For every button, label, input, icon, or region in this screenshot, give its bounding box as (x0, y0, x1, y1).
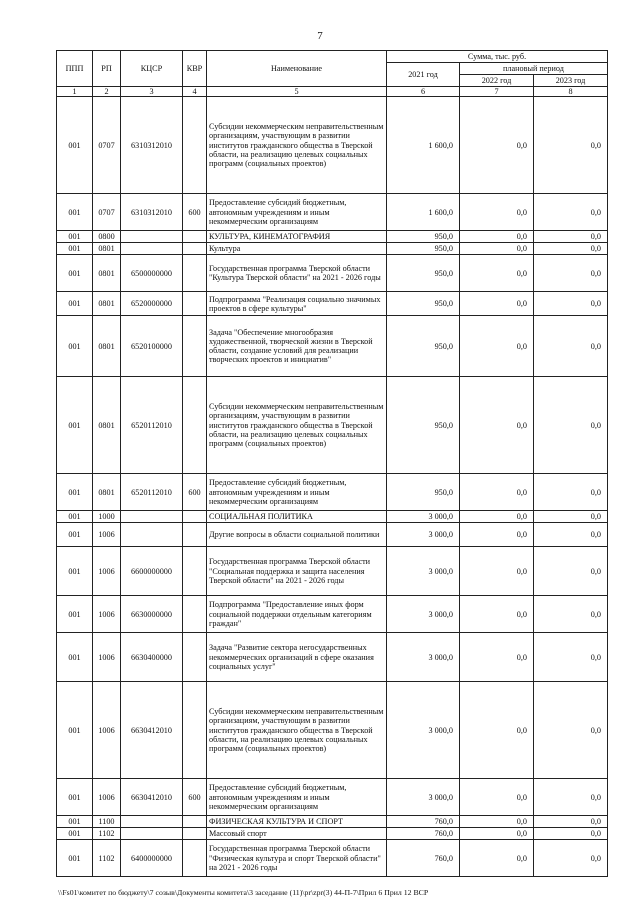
cell-rp: 0801 (93, 377, 121, 474)
table-row (57, 316, 608, 377)
cell-y2021: 3 000,0 (387, 596, 460, 633)
cell-y2021: 3 000,0 (387, 547, 460, 596)
cell-kcsr: 6600000000 (121, 547, 183, 596)
cell-y2022: 0,0 (460, 547, 534, 596)
cell-y2021: 950,0 (387, 292, 460, 316)
cell-rp: 1006 (93, 523, 121, 547)
cell-y2023: 0,0 (534, 840, 608, 877)
cell-ppp: 001 (57, 97, 93, 194)
table-row (57, 97, 608, 194)
cell-ppp: 001 (57, 779, 93, 816)
cell-ppp: 001 (57, 633, 93, 682)
cell-kcsr: 6630412010 (121, 682, 183, 779)
cell-y2021: 950,0 (387, 255, 460, 292)
cell-name: Подпрограмма "Реализация социально значимых проектов в сфере культуры" (207, 292, 387, 316)
cell-y2021: 760,0 (387, 840, 460, 877)
cell-name: Другие вопросы в области социальной политики (207, 523, 387, 547)
cell-y2021: 1 600,0 (387, 194, 460, 231)
column-number: 6 (387, 87, 460, 97)
cell-y2022: 0,0 (460, 474, 534, 511)
cell-ppp: 001 (57, 231, 93, 243)
cell-y2023: 0,0 (534, 682, 608, 779)
cell-y2021: 950,0 (387, 316, 460, 377)
cell-kcsr (121, 523, 183, 547)
cell-y2021: 760,0 (387, 828, 460, 840)
cell-kcsr: 6400000000 (121, 840, 183, 877)
cell-ppp: 001 (57, 292, 93, 316)
header-ppp: ППП (57, 51, 93, 87)
cell-kcsr: 6520000000 (121, 292, 183, 316)
header-name: Наименование (207, 51, 387, 87)
cell-name: Задача "Развитие сектора негосударственных некоммерческих организаций в сфере оказания социальных услуг" (207, 633, 387, 682)
cell-name: ФИЗИЧЕСКАЯ КУЛЬТУРА И СПОРТ (207, 816, 387, 828)
cell-y2022: 0,0 (460, 840, 534, 877)
cell-kvr (183, 547, 207, 596)
file-path-footer: \\Fs01\комитет по бюджету\7 созыв\Документы комитета\3 заседание (11)\pr\zpr(3) 44-П-7\Прил 6 Прил 12 ВСР (58, 888, 429, 897)
cell-rp: 0707 (93, 97, 121, 194)
cell-y2023: 0,0 (534, 828, 608, 840)
cell-kcsr: 6520112010 (121, 474, 183, 511)
header-kcsr: КЦСР (121, 51, 183, 87)
cell-ppp: 001 (57, 547, 93, 596)
cell-kvr: 600 (183, 474, 207, 511)
cell-y2023: 0,0 (534, 316, 608, 377)
table-row (57, 292, 608, 316)
cell-kcsr (121, 511, 183, 523)
cell-rp: 1006 (93, 779, 121, 816)
cell-ppp: 001 (57, 474, 93, 511)
cell-y2022: 0,0 (460, 523, 534, 547)
cell-y2021: 950,0 (387, 243, 460, 255)
cell-ppp: 001 (57, 377, 93, 474)
cell-rp: 1006 (93, 596, 121, 633)
cell-kvr (183, 231, 207, 243)
cell-rp: 1102 (93, 828, 121, 840)
cell-ppp: 001 (57, 523, 93, 547)
cell-ppp: 001 (57, 194, 93, 231)
cell-name: Государственная программа Тверской области "Культура Тверской области" на 2021 - 2026 годы (207, 255, 387, 292)
cell-rp: 1006 (93, 547, 121, 596)
cell-kvr (183, 255, 207, 292)
cell-name: Задача "Обеспечение многообразия художественной, творческой жизни в Тверской области, создание условий для реализации творческих проектов и инициатив" (207, 316, 387, 377)
cell-kcsr: 6630412010 (121, 779, 183, 816)
cell-y2021: 950,0 (387, 231, 460, 243)
cell-kvr: 600 (183, 779, 207, 816)
cell-y2021: 950,0 (387, 474, 460, 511)
cell-rp: 0801 (93, 474, 121, 511)
cell-y2023: 0,0 (534, 511, 608, 523)
cell-ppp: 001 (57, 816, 93, 828)
table-row (57, 682, 608, 779)
cell-name: Субсидии некоммерческим неправительственным организациям, участвующим в развитии институтов гражданского общества в Тверской области, на реализацию целевых социальных программ (социальных проектов) (207, 97, 387, 194)
table-row (57, 377, 608, 474)
cell-ppp: 001 (57, 243, 93, 255)
cell-y2022: 0,0 (460, 816, 534, 828)
cell-kvr (183, 633, 207, 682)
cell-kvr (183, 243, 207, 255)
cell-y2023: 0,0 (534, 231, 608, 243)
cell-kvr (183, 840, 207, 877)
cell-kvr (183, 97, 207, 194)
cell-kvr (183, 292, 207, 316)
table-row (57, 816, 608, 828)
cell-y2023: 0,0 (534, 523, 608, 547)
cell-y2023: 0,0 (534, 292, 608, 316)
cell-kcsr (121, 816, 183, 828)
cell-y2022: 0,0 (460, 243, 534, 255)
cell-y2022: 0,0 (460, 231, 534, 243)
cell-y2022: 0,0 (460, 292, 534, 316)
table-row (57, 828, 608, 840)
cell-name: КУЛЬТУРА, КИНЕМАТОГРАФИЯ (207, 231, 387, 243)
cell-rp: 0707 (93, 194, 121, 231)
cell-y2022: 0,0 (460, 377, 534, 474)
cell-name: Государственная программа Тверской области "Физическая культура и спорт Тверской области" на 2021 - 2026 годы (207, 840, 387, 877)
cell-y2021: 3 000,0 (387, 779, 460, 816)
cell-name: Субсидии некоммерческим неправительственным организациям, участвующим в развитии институтов гражданского общества в Тверской области, на реализацию целевых социальных программ (социальных проектов) (207, 682, 387, 779)
cell-kcsr (121, 828, 183, 840)
cell-y2021: 3 000,0 (387, 682, 460, 779)
cell-y2023: 0,0 (534, 816, 608, 828)
cell-y2022: 0,0 (460, 596, 534, 633)
cell-y2023: 0,0 (534, 243, 608, 255)
cell-name: Массовый спорт (207, 828, 387, 840)
cell-rp: 0801 (93, 316, 121, 377)
cell-y2022: 0,0 (460, 194, 534, 231)
cell-rp: 0801 (93, 255, 121, 292)
header-planned-period: плановый период (460, 63, 608, 75)
cell-y2021: 950,0 (387, 377, 460, 474)
column-number: 7 (460, 87, 534, 97)
header-2022: 2022 год (460, 75, 534, 87)
cell-kvr (183, 816, 207, 828)
header-rp: РП (93, 51, 121, 87)
cell-rp: 1102 (93, 840, 121, 877)
cell-y2023: 0,0 (534, 194, 608, 231)
cell-y2021: 1 600,0 (387, 97, 460, 194)
column-number: 8 (534, 87, 608, 97)
cell-rp: 0801 (93, 243, 121, 255)
header-2023: 2023 год (534, 75, 608, 87)
cell-kcsr: 6520112010 (121, 377, 183, 474)
cell-kvr (183, 316, 207, 377)
cell-kcsr: 6630400000 (121, 633, 183, 682)
table-row (57, 231, 608, 243)
cell-name: Предоставление субсидий бюджетным, автономным учреждениям и иным некоммерческим организациям (207, 474, 387, 511)
table-row (57, 243, 608, 255)
cell-kcsr: 6500000000 (121, 255, 183, 292)
column-number: 3 (121, 87, 183, 97)
cell-kcsr (121, 243, 183, 255)
table-row (57, 633, 608, 682)
cell-rp: 1100 (93, 816, 121, 828)
cell-y2021: 760,0 (387, 816, 460, 828)
table-row (57, 523, 608, 547)
cell-kvr: 600 (183, 194, 207, 231)
cell-name: СОЦИАЛЬНАЯ ПОЛИТИКА (207, 511, 387, 523)
cell-rp: 1000 (93, 511, 121, 523)
cell-kcsr: 6520100000 (121, 316, 183, 377)
cell-y2021: 3 000,0 (387, 511, 460, 523)
cell-y2022: 0,0 (460, 779, 534, 816)
cell-y2022: 0,0 (460, 828, 534, 840)
cell-y2021: 3 000,0 (387, 633, 460, 682)
cell-ppp: 001 (57, 511, 93, 523)
cell-y2022: 0,0 (460, 633, 534, 682)
header-kvr: КВР (183, 51, 207, 87)
cell-kvr (183, 511, 207, 523)
cell-y2022: 0,0 (460, 511, 534, 523)
cell-ppp: 001 (57, 828, 93, 840)
column-number: 1 (57, 87, 93, 97)
cell-name: Предоставление субсидий бюджетным, автономным учреждениям и иным некоммерческим организациям (207, 779, 387, 816)
cell-rp: 0801 (93, 292, 121, 316)
table-row (57, 596, 608, 633)
cell-kvr (183, 377, 207, 474)
cell-name: Субсидии некоммерческим неправительственным организациям, участвующим в развитии институтов гражданского общества в Тверской области, на реализацию целевых социальных программ (социальных проектов) (207, 377, 387, 474)
cell-name: Культура (207, 243, 387, 255)
cell-rp: 1006 (93, 682, 121, 779)
table-row (57, 194, 608, 231)
cell-kcsr (121, 231, 183, 243)
budget-table (56, 50, 608, 877)
cell-y2023: 0,0 (534, 255, 608, 292)
table-row (57, 255, 608, 292)
cell-ppp: 001 (57, 682, 93, 779)
table-row (57, 840, 608, 877)
cell-ppp: 001 (57, 316, 93, 377)
cell-y2023: 0,0 (534, 779, 608, 816)
column-number: 2 (93, 87, 121, 97)
cell-name: Подпрограмма "Предоставление иных форм социальной поддержки отдельным категориям граждан" (207, 596, 387, 633)
cell-rp: 0800 (93, 231, 121, 243)
cell-y2022: 0,0 (460, 316, 534, 377)
header-2021: 2021 год (387, 63, 460, 87)
cell-name: Государственная программа Тверской области "Социальная поддержка и защита населения Тверской области" на 2021 - 2026 годы (207, 547, 387, 596)
cell-y2022: 0,0 (460, 255, 534, 292)
cell-kvr (183, 828, 207, 840)
column-number: 4 (183, 87, 207, 97)
cell-ppp: 001 (57, 255, 93, 292)
cell-y2022: 0,0 (460, 97, 534, 194)
cell-kvr (183, 682, 207, 779)
cell-y2023: 0,0 (534, 377, 608, 474)
column-number-row (57, 87, 608, 97)
table-row (57, 511, 608, 523)
header-sum: Сумма, тыс. руб. (387, 51, 608, 63)
table-row (57, 547, 608, 596)
cell-kcsr: 6630000000 (121, 596, 183, 633)
cell-y2021: 3 000,0 (387, 523, 460, 547)
cell-ppp: 001 (57, 840, 93, 877)
column-number: 5 (207, 87, 387, 97)
cell-y2023: 0,0 (534, 596, 608, 633)
cell-rp: 1006 (93, 633, 121, 682)
cell-y2023: 0,0 (534, 97, 608, 194)
table-row (57, 779, 608, 816)
table-row (57, 474, 608, 511)
cell-name: Предоставление субсидий бюджетным, автономным учреждениям и иным некоммерческим организациям (207, 194, 387, 231)
cell-y2023: 0,0 (534, 474, 608, 511)
cell-y2023: 0,0 (534, 633, 608, 682)
cell-kcsr: 6310312010 (121, 97, 183, 194)
cell-kvr (183, 523, 207, 547)
cell-kcsr: 6310312010 (121, 194, 183, 231)
cell-kvr (183, 596, 207, 633)
cell-y2022: 0,0 (460, 682, 534, 779)
page-number: 7 (317, 30, 323, 42)
cell-ppp: 001 (57, 596, 93, 633)
cell-y2023: 0,0 (534, 547, 608, 596)
